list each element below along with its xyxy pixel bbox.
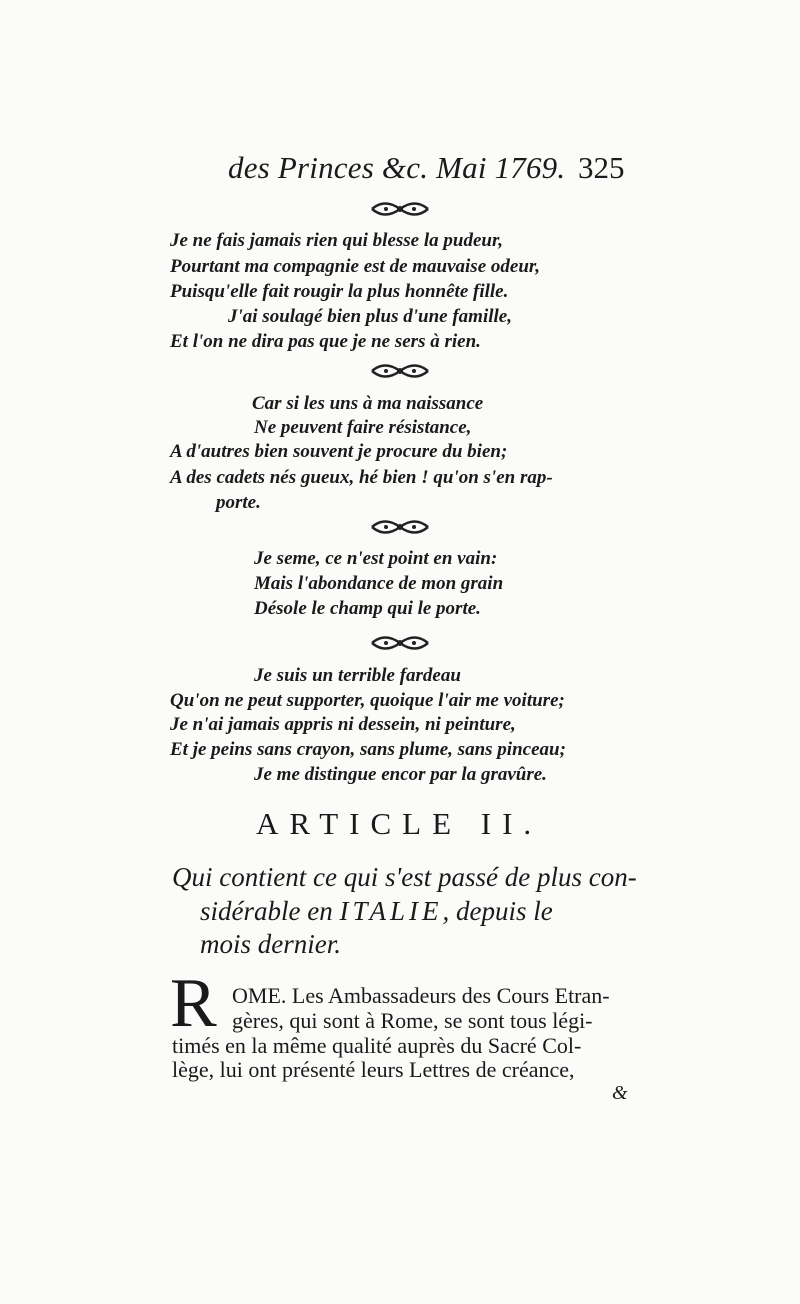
verse-line: Je suis un terrible fardeau: [254, 665, 461, 686]
article-summary-line: Qui contient ce qui s'est passé de plus con-: [172, 862, 637, 892]
verse-line: Désole le champ qui le porte.: [254, 598, 481, 619]
verse-line: A des cadets nés gueux, hé bien ! qu'on s'en rap-: [170, 467, 553, 488]
verse-line: Qu'on ne peut supporter, quoique l'air me voiture;: [170, 690, 565, 711]
summary-text: sidérable en: [200, 896, 333, 926]
page-number: 325: [578, 150, 625, 185]
verse-line: Mais l'abondance de mon grain: [254, 573, 504, 594]
verse-line: Ne peuvent faire résistance,: [254, 417, 472, 438]
summary-text: , depuis le: [442, 896, 553, 926]
verse-line: Pourtant ma compagnie est de mauvaise odeur,: [170, 256, 540, 277]
body-line: OME. Les Ambassadeurs des Cours Etran-: [232, 983, 610, 1008]
verse-line: Je ne fais jamais rien qui blesse la pudeur,: [170, 230, 504, 251]
running-head: des Princes &c. Mai 1769.: [228, 150, 566, 185]
country-name: ITALIE: [339, 896, 443, 926]
fleuron-ornament: [370, 358, 430, 384]
article-heading: ARTICLE II.: [256, 806, 543, 841]
fleuron-ornament: [370, 630, 430, 656]
verse-line: Je seme, ce n'est point en vain:: [254, 548, 498, 569]
verse-line: Et je peins sans crayon, sans plume, sans pinceau;: [170, 739, 566, 760]
verse-line: Et l'on ne dira pas que je ne sers à rien.: [170, 331, 481, 352]
body-line: gères, qui sont à Rome, se sont tous légi-: [232, 1008, 593, 1033]
drop-cap: R: [170, 965, 217, 1042]
verse-line: Je n'ai jamais appris ni dessein, ni peinture,: [170, 714, 516, 735]
fleuron-ornament: [370, 514, 430, 540]
body-line: lège, lui ont présenté leurs Lettres de créance,: [172, 1057, 575, 1082]
verse-line: Car si les uns à ma naissance: [252, 393, 484, 414]
verse-line: Puisqu'elle fait rougir la plus honnête fille.: [170, 281, 509, 302]
body-line: timés en la même qualité auprès du Sacré Col-: [172, 1033, 582, 1058]
article-summary-line: [200, 896, 553, 927]
verse-line: porte.: [216, 492, 261, 513]
article-summary-line: mois dernier.: [200, 929, 341, 959]
verse-line: A d'autres bien souvent je procure du bien;: [170, 441, 508, 462]
catchword: &: [612, 1082, 628, 1104]
fleuron-ornament: [370, 196, 430, 222]
verse-line: J'ai soulagé bien plus d'une famille,: [228, 306, 512, 327]
verse-line: Je me distingue encor par la gravûre.: [254, 764, 547, 785]
